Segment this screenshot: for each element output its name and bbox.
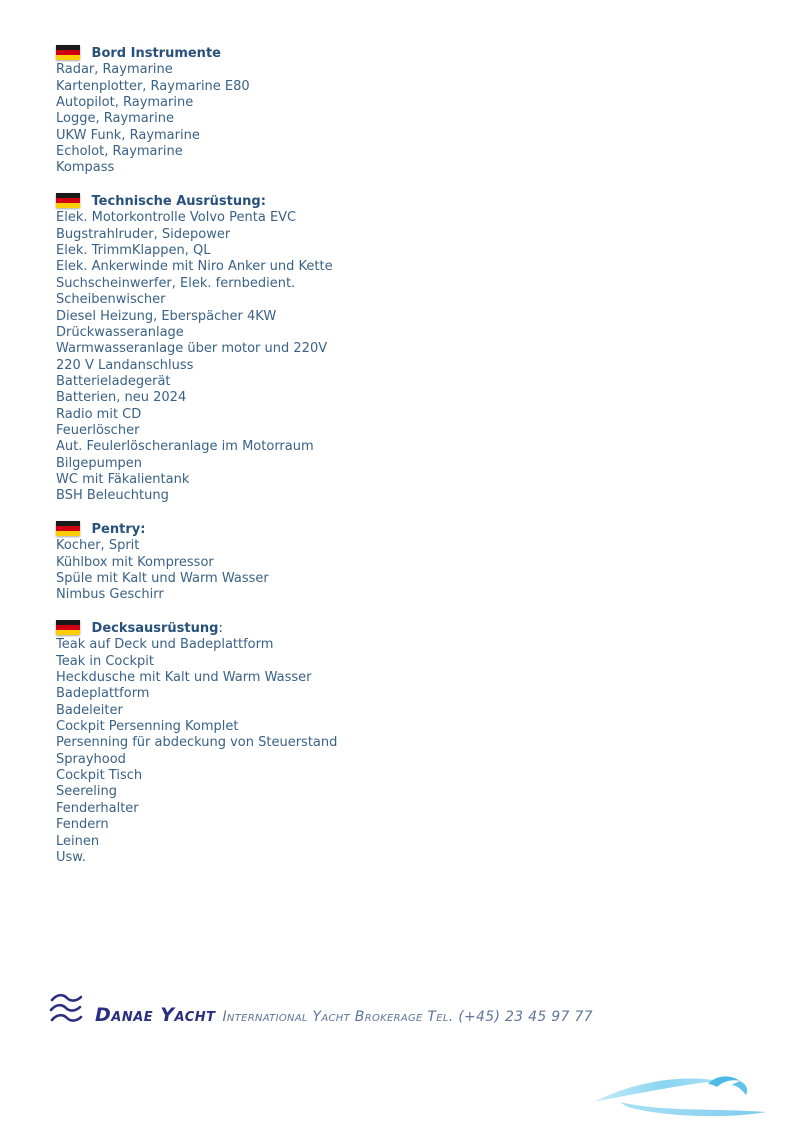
brand-name: Danae Yacht: [95, 1004, 216, 1026]
flag-stripe-gold: [56, 630, 80, 635]
german-flag-icon: [56, 620, 80, 635]
equipment-item: Cockpit Tisch: [56, 768, 143, 784]
section-title-text: Decksausrüstung: [91, 621, 219, 637]
footer: [48, 993, 593, 1027]
equipment-item: Badeleiter: [56, 702, 123, 718]
section-title: [56, 521, 736, 538]
german-flag-icon: [56, 45, 80, 60]
equipment-item: Cockpit Persenning Komplet: [56, 719, 239, 735]
equipment-item: Kühlbox mit Kompressor: [56, 554, 214, 570]
equipment-item: Usw.: [56, 849, 86, 865]
equipment-item: 220 V Landanschluss: [56, 357, 194, 373]
equipment-item: Autopilot, Raymarine: [56, 95, 194, 111]
brand-tagline: International Yacht Brokerage Tel. (+45) 23 45 97 77: [222, 1009, 593, 1025]
section-title: [56, 620, 736, 637]
equipment-item: Bilgepumpen: [56, 455, 143, 471]
equipment-item: Aut. Feulerlöscheranlage im Motorraum: [56, 439, 314, 455]
equipment-item: Leinen: [56, 833, 100, 849]
equipment-item: Batterien, neu 2024: [56, 390, 187, 406]
equipment-item: Bugstrahlruder, Sidepower: [56, 226, 231, 242]
equipment-section: [56, 521, 736, 604]
equipment-item: Echolot, Raymarine: [56, 144, 183, 160]
equipment-item: Kompass: [56, 160, 115, 176]
equipment-item: Diesel Heizung, Eberspächer 4KW: [56, 308, 277, 324]
equipment-item: Warmwasseranlage über motor und 220V: [56, 341, 328, 357]
german-flag-icon: [56, 521, 80, 536]
equipment-section: [56, 45, 736, 177]
section-title: [56, 193, 736, 210]
flag-stripe-gold: [56, 531, 80, 536]
equipment-item: Kartenplotter, Raymarine E80: [56, 78, 250, 94]
equipment-item: Spüle mit Kalt und Warm Wasser: [56, 571, 269, 586]
equipment-section: [56, 620, 736, 866]
section-title-text: Bord Instrumente: [91, 46, 221, 61]
equipment-items: [56, 637, 736, 866]
equipment-item: Radio mit CD: [56, 406, 142, 422]
flag-stripe-gold: [56, 203, 80, 208]
equipment-item: WC mit Fäkalientank: [56, 471, 190, 487]
german-flag-icon: [56, 193, 80, 208]
section-title-text: Technische Ausrüstung:: [91, 194, 266, 210]
equipment-items: [56, 538, 736, 603]
equipment-item: Elek. Motorkontrolle Volvo Penta EVC: [56, 210, 297, 226]
equipment-item: Badeplattform: [56, 686, 150, 702]
equipment-item: Kocher, Sprit: [56, 538, 140, 554]
equipment-item: Persenning für abdeckung von Steuerstand: [56, 735, 338, 751]
equipment-content: [56, 45, 736, 866]
waves-logo-icon: [48, 993, 86, 1027]
swoosh-watermark-icon: [592, 1072, 768, 1118]
equipment-item: Logge, Raymarine: [56, 111, 174, 127]
section-title: [56, 45, 736, 62]
equipment-items: [56, 210, 736, 504]
equipment-item: Drückwasseranlage: [56, 324, 184, 340]
equipment-item: Fenderhalter: [56, 800, 139, 816]
equipment-item: Heckdusche mit Kalt und Warm Wasser: [56, 670, 312, 686]
equipment-item: Elek. TrimmKlappen, QL: [56, 243, 211, 259]
equipment-item: Teak in Cockpit: [56, 653, 155, 669]
equipment-item: BSH Beleuchtung: [56, 488, 169, 504]
equipment-item: Fendern: [56, 817, 109, 833]
section-title-text: Pentry:: [91, 521, 146, 537]
equipment-item: Teak auf Deck und Badeplattform: [56, 637, 274, 653]
equipment-item: Radar, Raymarine: [56, 62, 173, 78]
equipment-item: Scheibenwischer: [56, 292, 166, 308]
equipment-item: Sprayhood: [56, 751, 126, 767]
equipment-item: Nimbus Geschirr: [56, 587, 164, 603]
equipment-item: Seereling: [56, 784, 118, 800]
equipment-section: [56, 193, 736, 505]
section-title-suffix: :: [218, 621, 223, 637]
equipment-item: Suchscheinwerfer, Elek. fernbedient.: [56, 275, 296, 291]
flag-stripe-gold: [56, 55, 80, 60]
equipment-item: Batterieladegerät: [56, 373, 171, 389]
equipment-item: UKW Funk, Raymarine: [56, 127, 200, 143]
equipment-item: Elek. Ankerwinde mit Niro Anker und Kette: [56, 259, 333, 275]
equipment-item: Feuerlöscher: [56, 422, 140, 438]
equipment-items: [56, 62, 736, 176]
